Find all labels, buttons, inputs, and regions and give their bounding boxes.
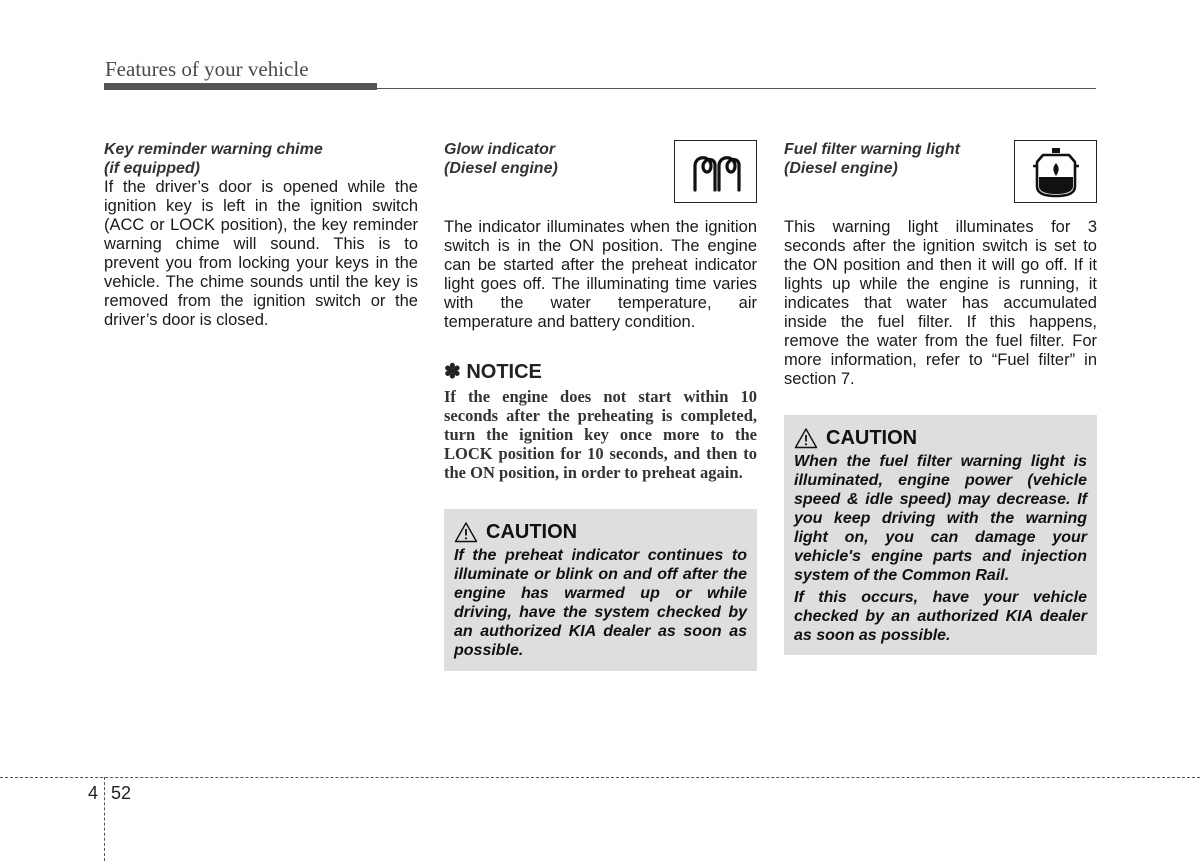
heading-line: Fuel filter warning light bbox=[784, 141, 960, 158]
caution-text: When the fuel filter warning light is illuminated, engine power (vehicle speed & idle speed) may decrease. If you keep driving with the warning light on, you can damage your vehicle's engine parts and injection system of the Common Rail. bbox=[794, 453, 1087, 584]
notice-heading bbox=[444, 360, 757, 384]
caution-heading bbox=[794, 426, 1087, 450]
notice-title: NOTICE bbox=[466, 361, 542, 383]
key-reminder-heading bbox=[104, 140, 418, 178]
caution-box-fuel-filter bbox=[784, 415, 1097, 655]
glow-indicator-heading-block bbox=[444, 140, 757, 218]
caution-title: CAUTION bbox=[826, 427, 918, 449]
column-key-reminder bbox=[104, 138, 418, 330]
glow-indicator-body: The indicator illuminates when the ignition switch is in the ON position. The engine can be started after the preheat indicator light goes off. The illuminating time varies with the water temperature, air temperature and battery condition. bbox=[444, 218, 757, 331]
warning-triangle-icon bbox=[794, 427, 818, 449]
page-number: 52 bbox=[111, 783, 132, 803]
column-fuel-filter bbox=[784, 138, 1097, 655]
caution-text: If the preheat indicator continues to illuminate or blink on and off after the engine has warmed up or while driving, have the system checked by an authorized KIA dealer as soon as possible. bbox=[454, 547, 747, 659]
heading-line: Glow indicator bbox=[444, 141, 556, 158]
warning-triangle-icon bbox=[454, 521, 478, 543]
notice-text: If the engine does not start within 10 seconds after the preheating is completed, turn the ignition key once more to the LOCK position for 10 seconds, and then to the ON position, in order to preheat again. bbox=[444, 387, 757, 482]
page-header-title: Features of your vehicle bbox=[105, 57, 309, 81]
chapter-number: 4 bbox=[88, 783, 99, 803]
heading-line: Key reminder warning chime bbox=[104, 141, 323, 158]
header-accent-bar bbox=[104, 83, 377, 90]
caution-text: If this occurs, have your vehicle checked by an authorized KIA dealer as soon as possible. bbox=[794, 589, 1087, 644]
heading-line: (Diesel engine) bbox=[444, 160, 558, 177]
caution-heading bbox=[454, 520, 747, 544]
column-glow-indicator bbox=[444, 138, 757, 671]
fuel-filter-body: This warning light illuminates for 3 seconds after the ignition switch is set to the ON position and then it will go off. If it lights up while the engine is running, it indicates that water has accumulated inside the fuel filter. If this happens, remove the water from the fuel filter. For more information, refer to “Fuel filter” in section 7. bbox=[784, 218, 1097, 388]
fuel-filter-water-icon bbox=[1014, 140, 1097, 203]
heading-line: (if equipped) bbox=[104, 160, 200, 177]
caution-title: CAUTION bbox=[486, 521, 578, 543]
key-reminder-body: If the driver’s door is opened while the ignition key is left in the ignition switch (ACC or LOCK position), the key reminder warning chime will sound. This is to prevent you from locking your keys in the vehicle. The chime sounds until the key is removed from the ignition switch or the driver’s door is closed. bbox=[104, 178, 418, 329]
footer-divider bbox=[0, 777, 1200, 778]
caution-box-preheat bbox=[444, 509, 757, 671]
notice-asterisk-icon: ✽ bbox=[444, 361, 461, 383]
glow-plug-coil-icon bbox=[674, 140, 757, 203]
fuel-filter-heading-block bbox=[784, 140, 1097, 218]
heading-line: (Diesel engine) bbox=[784, 160, 898, 177]
footer-vertical-divider bbox=[104, 777, 105, 861]
